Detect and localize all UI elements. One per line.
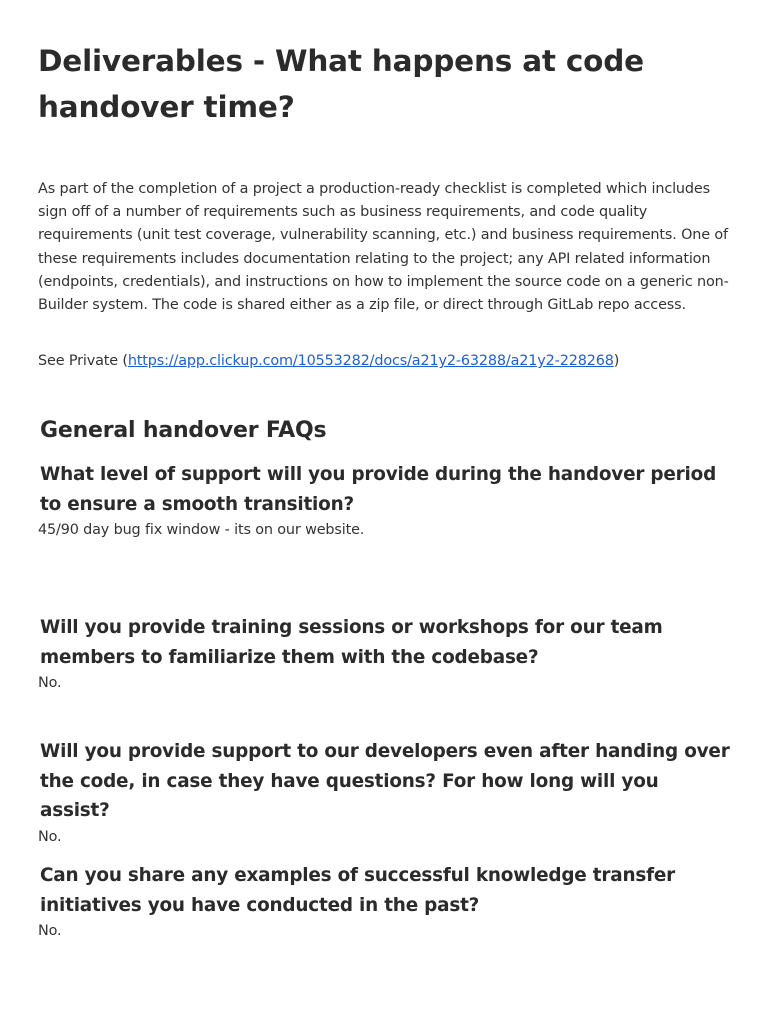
faq-answer: No. bbox=[38, 828, 62, 845]
faq-question: Will you provide training sessions or workshops for our team members to familiarize them with the codebase? bbox=[40, 617, 663, 668]
faq-question: Will you provide support to our developers even after handing over the code, in case they have questions? For how long will you assist? bbox=[40, 741, 730, 821]
faq-item-training bbox=[38, 613, 731, 695]
intro-paragraph: As part of the completion of a project a production-ready checklist is completed which includes sign off of a number of requirements such as business requirements, and code quality requirements (unit test coverage, vulnerability scanning, etc.) and business requirements. One of these requirements includes documentation relating to the project; any API related information (endpoints, credentials), and instructions on how to implement the source code on a generic non-Builder system. The code is shared either as a zip file, or direct through GitLab repo access. bbox=[38, 181, 729, 314]
private-reference bbox=[38, 350, 619, 373]
faq-item-support-level bbox=[38, 460, 731, 542]
faq-question: Can you share any examples of successful knowledge transfer initiatives you have conducted in the past? bbox=[40, 865, 676, 916]
faq-answer: No. bbox=[38, 923, 62, 939]
private-suffix: ) bbox=[613, 353, 620, 369]
page-title: Deliverables - What happens at code handover time? bbox=[38, 44, 644, 124]
faq-answer: No. bbox=[38, 675, 62, 691]
faq-section-heading: General handover FAQs bbox=[40, 418, 327, 443]
clickup-doc-link[interactable]: https://app.clickup.com/10553282/docs/a21y2-63288/a21y2-228268 bbox=[127, 353, 614, 369]
faq-answer: 45/90 day bug fix window - its on our website. bbox=[38, 522, 365, 538]
faq-item-ongoing-support bbox=[38, 737, 731, 849]
faq-item-knowledge-transfer bbox=[38, 861, 731, 943]
faq-question: What level of support will you provide during the handover period to ensure a smooth transition? bbox=[40, 464, 717, 515]
private-prefix: See Private ( bbox=[38, 353, 128, 369]
